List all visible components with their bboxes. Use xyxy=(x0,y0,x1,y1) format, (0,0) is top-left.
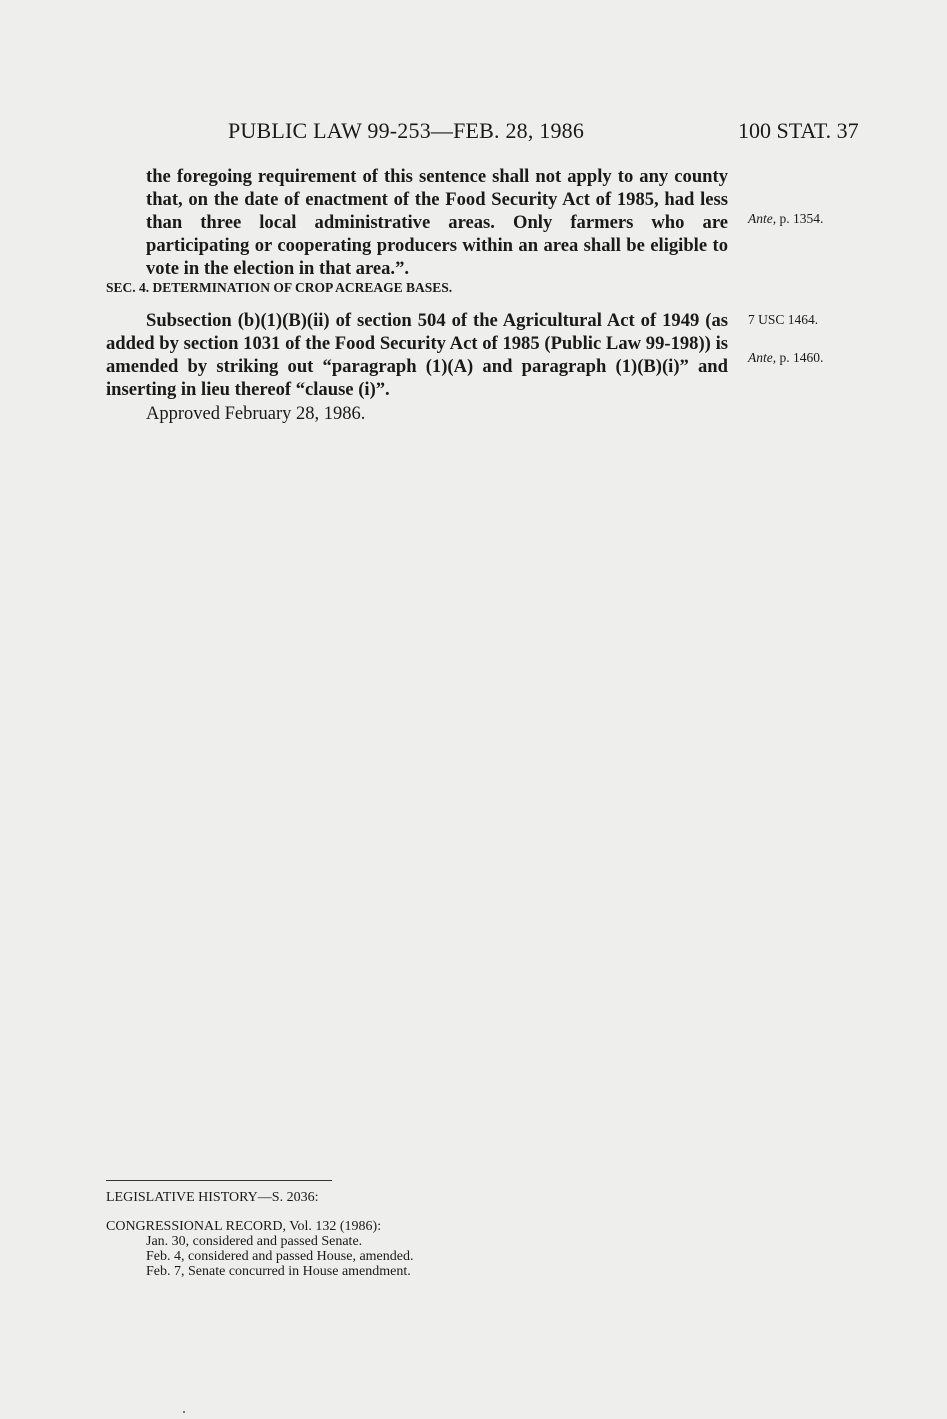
page-header-stat: 100 STAT. 37 xyxy=(738,118,859,143)
approval-date: Approved February 28, 1986. xyxy=(146,404,366,424)
footnote-divider xyxy=(106,1180,332,1181)
legislative-action-item: Feb. 4, considered and passed House, amended. xyxy=(146,1249,414,1264)
legislative-history-title: LEGISLATIVE HISTORY—S. 2036: xyxy=(106,1190,319,1205)
page-header-title: PUBLIC LAW 99-253—FEB. 28, 1986 xyxy=(228,118,585,143)
legislative-action-item: Feb. 7, Senate concurred in House amendment. xyxy=(146,1264,411,1279)
margin-note-usc: 7 USC 1464. xyxy=(748,312,819,327)
margin-note-ante-1460: Ante, p. 1460. xyxy=(748,350,824,365)
section-heading: SEC. 4. DETERMINATION OF CROP ACREAGE BASES. xyxy=(106,280,453,295)
legislative-action-item: Jan. 30, considered and passed Senate. xyxy=(146,1234,363,1249)
continuation-paragraph: the foregoing requirement of this sentence shall not apply to any county that, on the date of enactment of the Food Security Act of 1985, had less than three local administrative areas. Only farmers who are participating or cooperating producers within an area shall be eligible to vote in the election in that area.”. xyxy=(146,166,728,279)
scan-speck xyxy=(183,1411,185,1413)
section-paragraph: Subsection (b)(1)(B)(ii) of section 504 of the Agricultural Act of 1949 (as added by section 1031 of the Food Security Act of 1985 (Public Law 99-198)) is amended by striking out “paragraph (1)(A) and paragraph (1)(B)(i)” and inserting in lieu thereof “clause (i)”. xyxy=(106,310,728,400)
congressional-record: CONGRESSIONAL RECORD, Vol. 132 (1986): xyxy=(106,1219,382,1234)
legislative-actions xyxy=(146,1234,413,1279)
margin-note-ante-1354: Ante, p. 1354. xyxy=(748,211,824,226)
